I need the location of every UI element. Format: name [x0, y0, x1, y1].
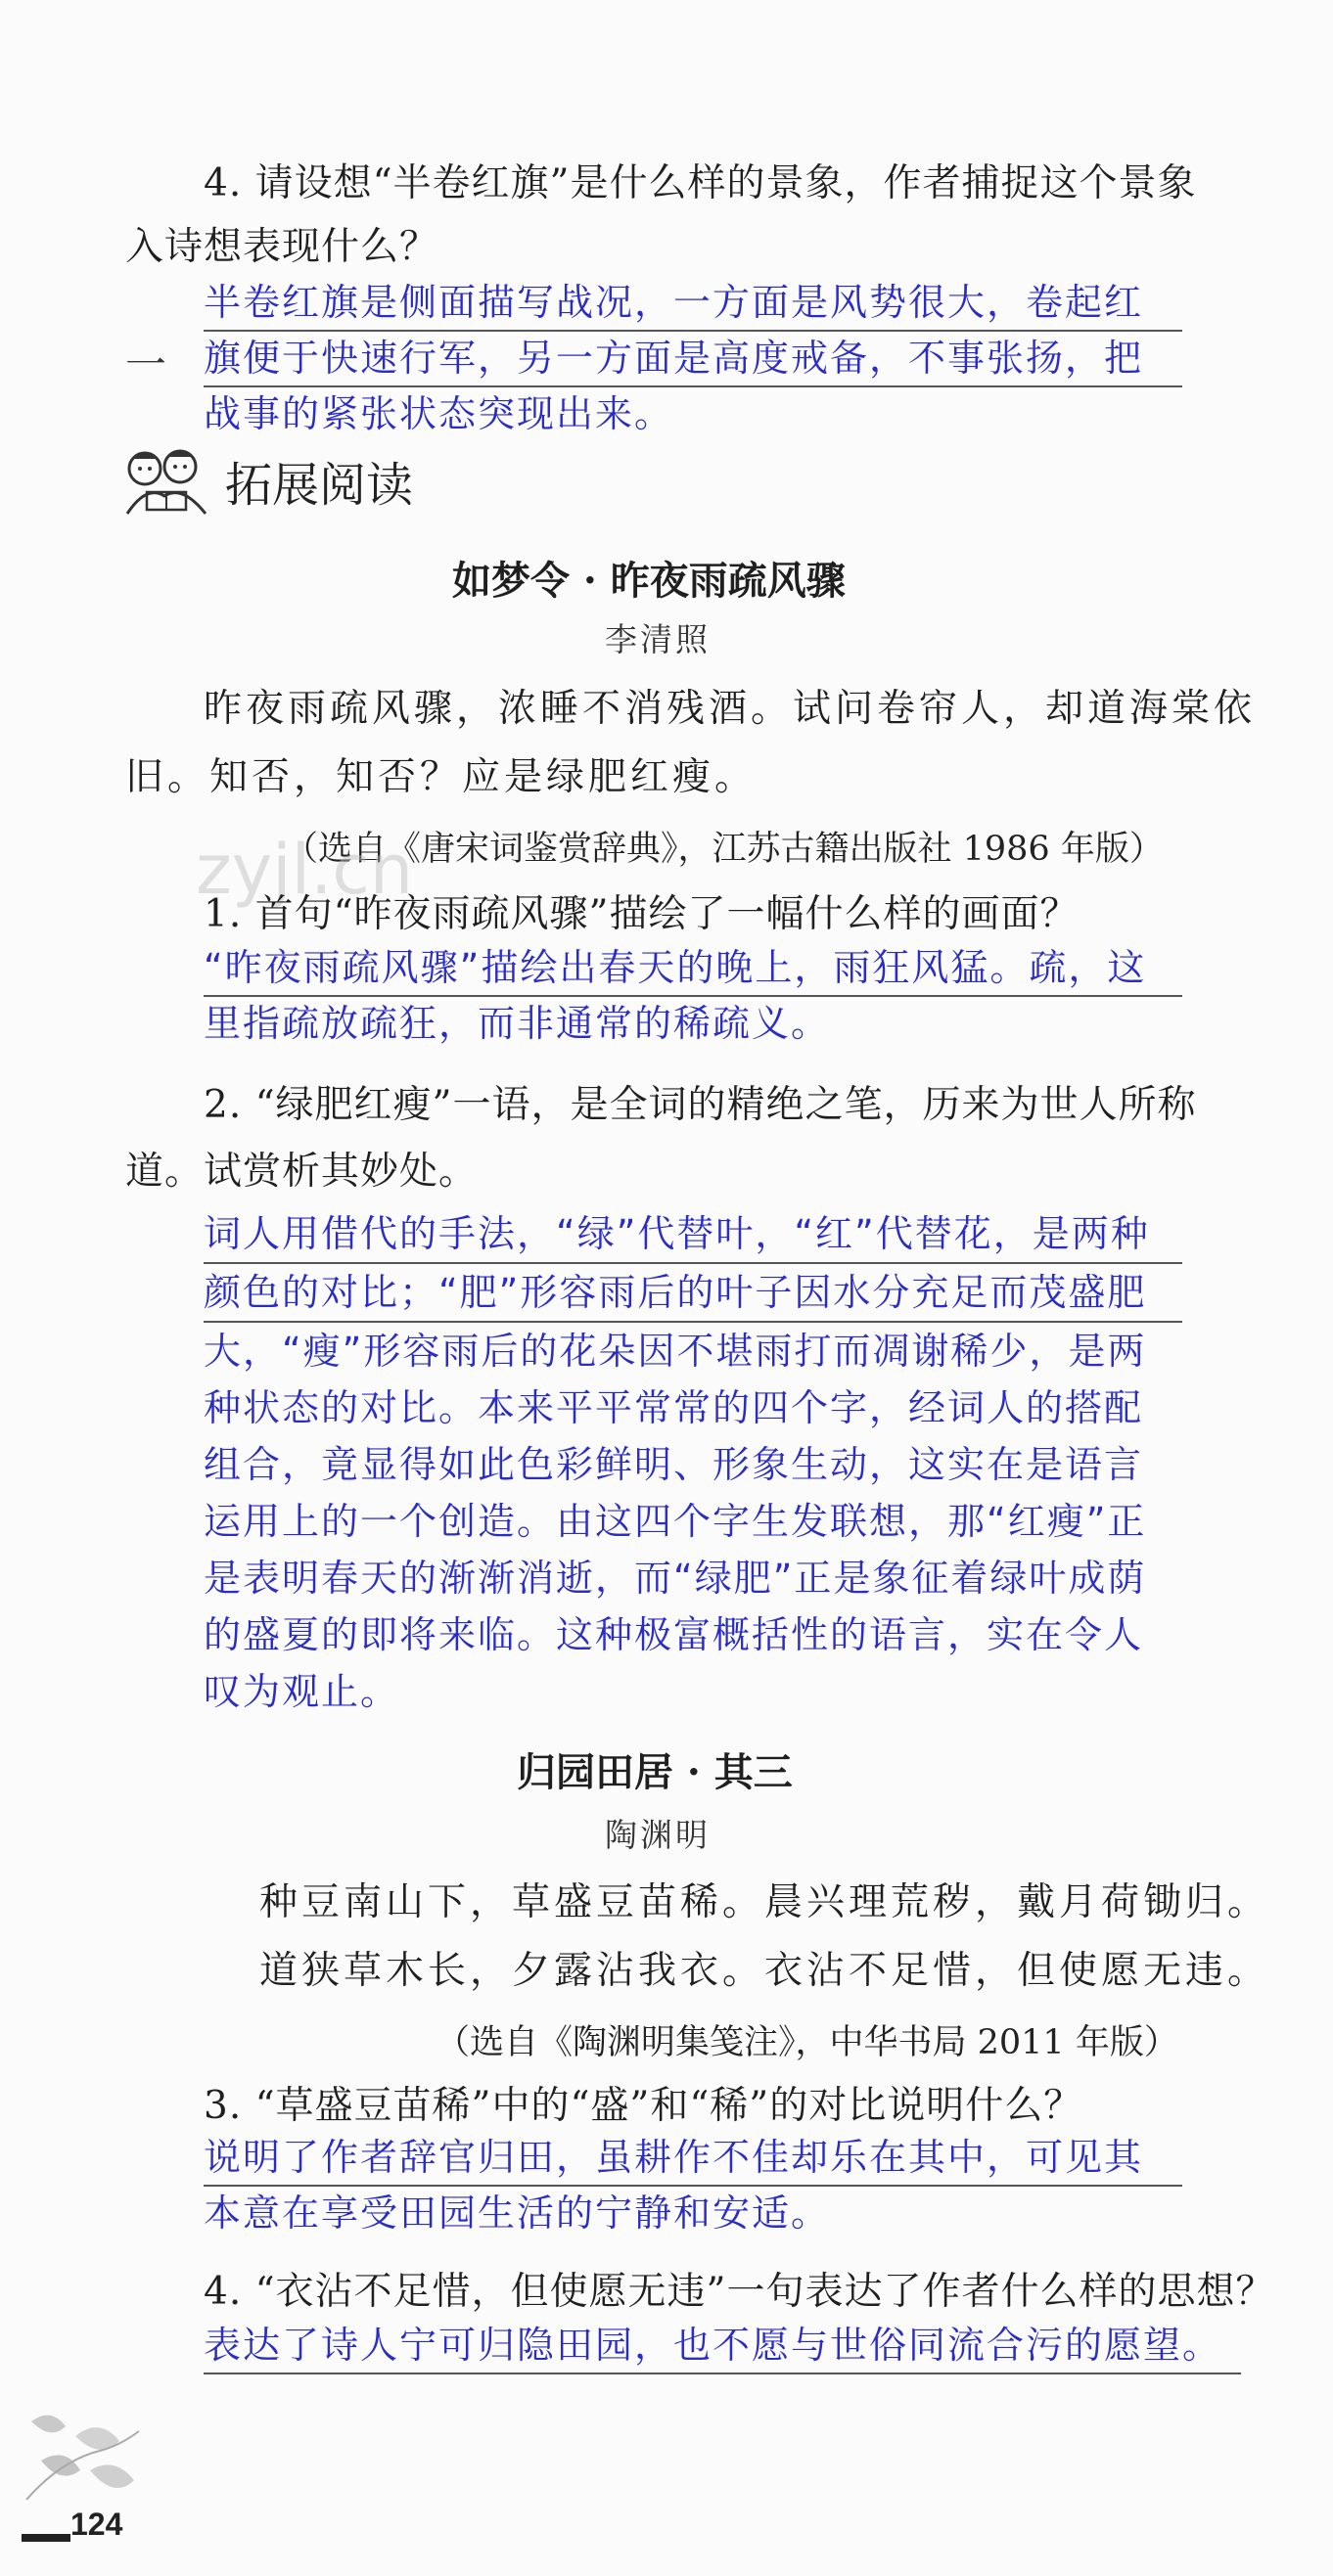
answer-line: 表达了诗人宁可归隐田园，也不愿与世俗同流合污的愿望。	[204, 2319, 1241, 2374]
poem-b-author: 陶渊明	[605, 1816, 711, 1854]
poem-a-source: （选自《唐宋词鉴赏辞典》，江苏古籍出版社 1986 年版）	[284, 830, 1164, 869]
answer-3-block	[204, 2131, 1182, 2240]
leaf-decoration-icon	[22, 2402, 149, 2509]
question-1: 1. 首句“昨夜雨疏风骤”描绘了一幅什么样的画面？	[204, 892, 1080, 936]
children-reading-icon	[117, 445, 215, 523]
answer-line: 半卷红旗是侧面描写战况，一方面是风势很大，卷起红	[204, 276, 1182, 332]
answer-line: 运用上的一个创造。由这四个字生发联想，那“红瘦”正	[204, 1500, 1147, 1543]
answer-2-block	[204, 1205, 1182, 1720]
answer-line: 本意在享受田园生活的宁静和安适。	[204, 2192, 831, 2235]
poem-b-line-2: 道狭草木长，夕露沾我衣。衣沾不足惜，但使愿无违。	[259, 1949, 1270, 1993]
poem-a-line-1: 昨夜雨疏风骤，浓睡不消残酒。试问卷帘人，却道海棠依	[204, 687, 1257, 731]
answer-line: 叹为观止。	[204, 1670, 400, 1713]
question-4-line-2: 入诗想表现什么？	[125, 225, 439, 269]
poem-b-line-1: 种豆南山下，草盛豆苗稀。晨兴理荒秽，戴月荷锄归。	[259, 1880, 1270, 1924]
answer-line: 颜色的对比；“肥”形容雨后的叶子因水分充足而茂盛肥	[204, 1264, 1182, 1323]
answer-line: 词人用借代的手法，“绿”代替叶，“红”代替花，是两种	[204, 1205, 1182, 1264]
poem-b-source: （选自《陶渊明集笺注》，中华书局 2011 年版）	[436, 2023, 1178, 2062]
page-number	[22, 2495, 129, 2553]
watermark: zyjl.cn	[196, 830, 414, 910]
question-2-line-2: 道。试赏析其妙处。	[125, 1150, 479, 1194]
answer-line: 说明了作者辞官归田，虽耕作不佳却乐在其中，可见其	[204, 2131, 1182, 2187]
margin-mark: 一	[125, 340, 168, 388]
question-4-line-1: 4. 请设想“半卷红旗”是什么样的景象，作者捕捉这个景象	[204, 161, 1197, 205]
answer-line: 是表明春天的渐渐消逝，而“绿肥”正是象征着绿叶成荫	[204, 1557, 1147, 1600]
section-header	[117, 445, 414, 523]
poem-a-title: 如梦令 · 昨夜雨疏风骤	[452, 558, 846, 604]
answer-line: 种状态的对比。本来平平常常的四个字，经词人的搭配	[204, 1386, 1144, 1429]
page-number-text: 124	[70, 2507, 123, 2542]
answer-4-block	[204, 276, 1182, 441]
section-label: 拓展阅读	[225, 458, 414, 513]
poem-b-title: 归园田居 · 其三	[517, 1749, 793, 1795]
poem-a-line-2: 旧。知否，知否？应是绿肥红瘦。	[125, 755, 758, 799]
answer-line: “昨夜雨疏风骤”描绘出春天的晚上，雨狂风猛。疏，这	[204, 941, 1182, 997]
poem-a-author: 李清照	[605, 620, 711, 658]
page-number-bar	[22, 2534, 70, 2542]
answer-line: 里指疏放疏狂，而非通常的稀疏义。	[204, 1002, 831, 1045]
answer-1-block	[204, 941, 1182, 1051]
answer-line: 战事的紧张状态突现出来。	[204, 392, 674, 435]
question-4b: 4. “衣沾不足惜，但使愿无违”一句表达了作者什么样的思想？	[204, 2270, 1275, 2314]
answer-4b-block	[204, 2319, 1241, 2374]
question-3: 3. “草盛豆苗稀”中的“盛”和“稀”的对比说明什么？	[204, 2084, 1083, 2128]
answer-line: 组合，竟显得如此色彩鲜明、形象生动，这实在是语言	[204, 1443, 1144, 1486]
answer-line: 的盛夏的即将来临。这种极富概括性的语言，实在令人	[204, 1613, 1144, 1656]
question-2-line-1: 2. “绿肥红瘦”一语，是全词的精绝之笔，历来为世人所称	[204, 1083, 1197, 1127]
answer-line: 旗便于快速行军，另一方面是高度戒备，不事张扬，把	[204, 332, 1182, 387]
answer-line: 大，“瘦”形容雨后的花朵因不堪雨打而凋谢稀少，是两	[204, 1330, 1147, 1373]
